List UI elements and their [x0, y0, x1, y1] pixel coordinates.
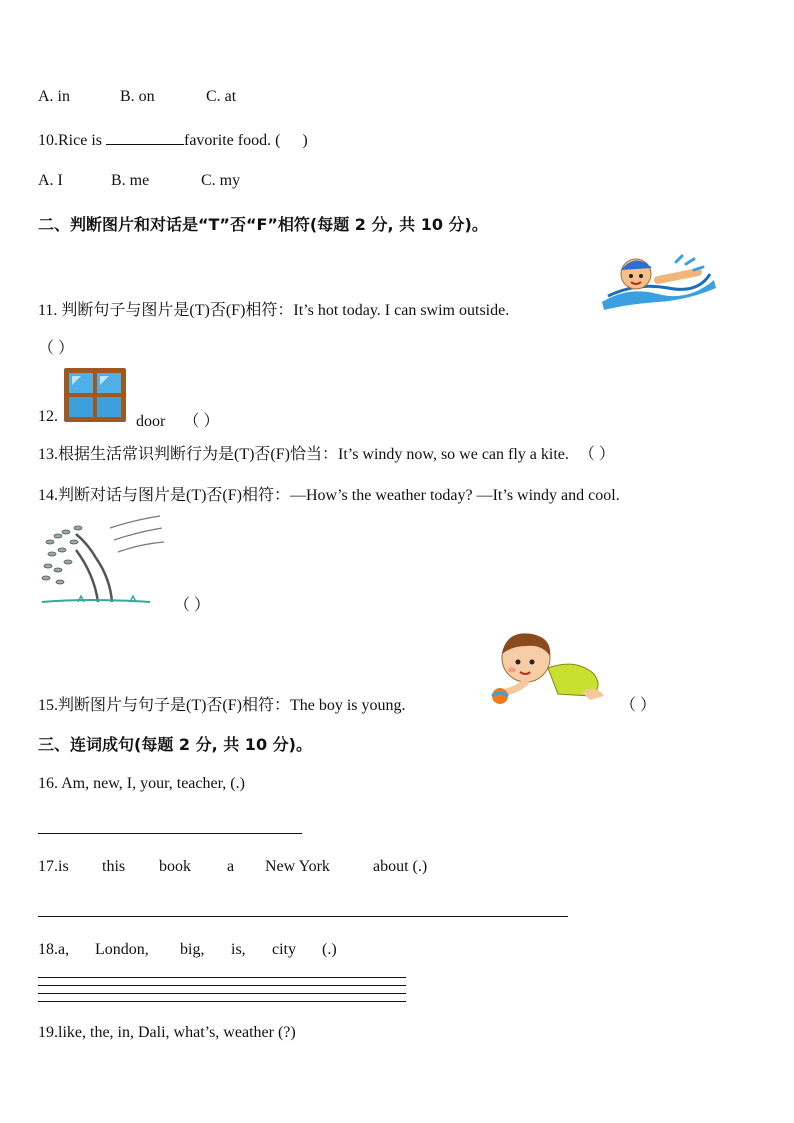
- q17-words: [38, 858, 427, 876]
- q18-answer-line-3[interactable]: [38, 993, 406, 994]
- q9-options: [38, 88, 236, 106]
- q10-stem-end: favorite food. (: [184, 132, 281, 149]
- windy-tree-icon: [38, 514, 166, 606]
- q18-word: big,: [180, 941, 205, 958]
- q10-option-c: C. my: [201, 172, 241, 189]
- q15: [38, 692, 406, 715]
- crawling-baby-icon: [486, 628, 606, 710]
- q17-word: a: [227, 858, 235, 875]
- q10: [38, 130, 308, 150]
- q14-answer-paren[interactable]: （ ）: [174, 597, 211, 614]
- q18-answer-line-4[interactable]: [38, 1001, 406, 1002]
- q12-word: door: [136, 413, 166, 430]
- q10-close-paren: ): [302, 132, 308, 149]
- q13-answer-paren[interactable]: （ ）: [578, 446, 615, 463]
- q17-word: New York: [265, 858, 330, 875]
- section-2-heading: 二、判断图片和对话是“T”否“F”相符(每题 2 分, 共 10 分)。: [38, 215, 488, 234]
- q13-text: 13.根据生活常识判断行为是(T)否(F)恰当：It’s windy now, so we can fly a kite.: [38, 446, 569, 463]
- swimmer-icon: [598, 250, 718, 314]
- q11: [38, 297, 509, 320]
- section-3-heading: 三、连词成句(每题 2 分, 共 10 分)。: [38, 735, 312, 754]
- q12-answer-paren[interactable]: （ ）: [183, 413, 220, 430]
- q16-answer-line[interactable]: [38, 833, 302, 834]
- q15-text: 15.判断图片与句子是(T)否(F)相符：The boy is young.: [38, 697, 406, 714]
- q10-answer-blank[interactable]: [106, 130, 184, 145]
- q18-word: is,: [231, 941, 246, 958]
- q14: [38, 482, 620, 505]
- q10-option-a: A. I: [38, 172, 63, 189]
- window-icon: [63, 367, 127, 423]
- q18-answer-line-2[interactable]: [38, 985, 406, 986]
- q18-word: London,: [95, 941, 149, 958]
- q17-word: about (.): [373, 858, 428, 875]
- q14-text: 14.判断对话与图片是(T)否(F)相符：—How’s the weather today? —It’s windy and cool.: [38, 487, 620, 504]
- q18-word: (.): [322, 941, 337, 958]
- q9-option-a: A. in: [38, 88, 70, 105]
- q12-line: [136, 408, 219, 431]
- q17-answer-line[interactable]: [38, 916, 568, 917]
- q10-options: [38, 172, 240, 190]
- q16-words: 16. Am, new, I, your, teacher, (.): [38, 775, 245, 792]
- q17-word: this: [102, 858, 126, 875]
- q17-word: book: [159, 858, 191, 875]
- q11-text: 11. 判断句子与图片是(T)否(F)相符：It’s hot today. I can swim outside.: [38, 302, 510, 319]
- q17-word: 17.is: [38, 858, 69, 875]
- q12-number: 12.: [38, 408, 58, 425]
- q18-words: [38, 941, 337, 959]
- q19-words: 19.like, the, in, Dali, what’s, weather (?): [38, 1024, 296, 1041]
- q9-option-b: B. on: [120, 88, 155, 105]
- q13: [38, 441, 615, 464]
- q18-word: city: [272, 941, 296, 958]
- q10-option-b: B. me: [111, 172, 150, 189]
- q18-word: 18.a,: [38, 941, 70, 958]
- q18-answer-line-1[interactable]: [38, 977, 406, 978]
- q9-option-c: C. at: [206, 88, 237, 105]
- q15-answer-paren[interactable]: （ ）: [620, 697, 657, 714]
- q11-answer-paren[interactable]: （ ）: [38, 340, 75, 357]
- q10-stem-start: 10.Rice is: [38, 132, 106, 149]
